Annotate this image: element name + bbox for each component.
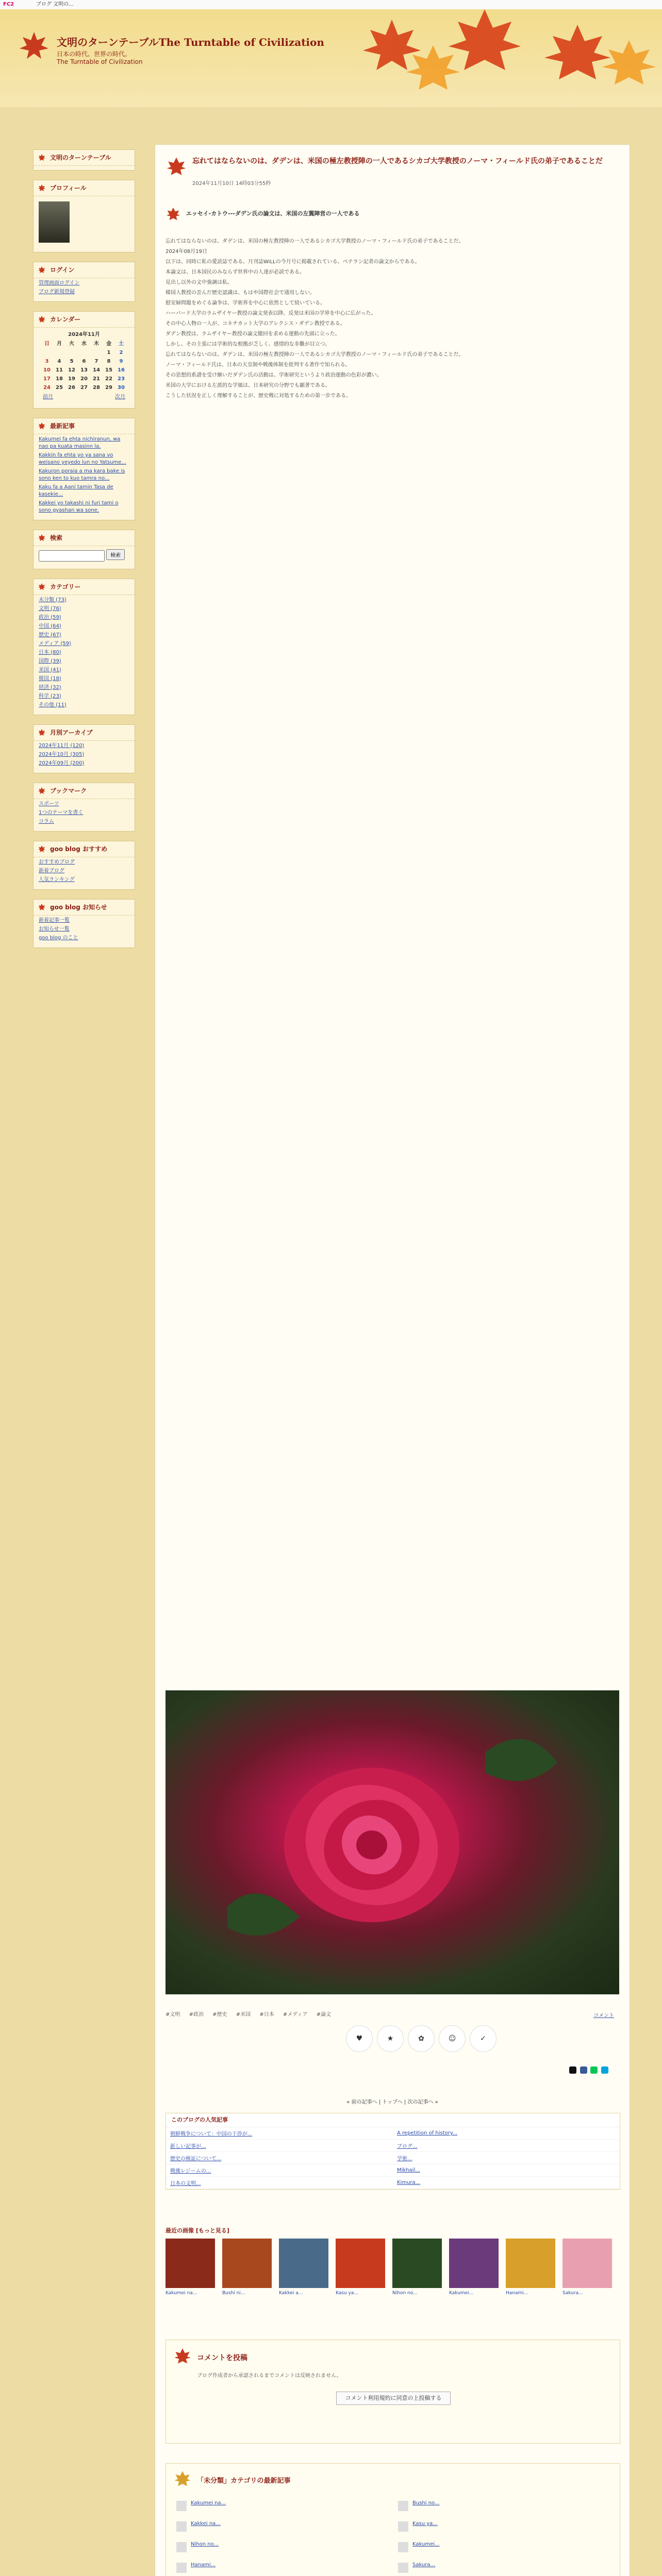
main-content: [155, 144, 630, 2576]
archive-link[interactable]: 2024年09月 (200): [39, 760, 85, 766]
related-post-link[interactable]: ブログ...: [393, 2140, 620, 2152]
related-post-link[interactable]: 日本の文明...: [166, 2177, 393, 2189]
tag-link[interactable]: #歴史: [212, 2012, 227, 2018]
post-tags: [166, 2010, 619, 2018]
hatena-share-icon[interactable]: [601, 2066, 608, 2074]
recent-image-card[interactable]: Kakumei na...: [166, 2239, 215, 2296]
line-share-icon[interactable]: [590, 2066, 598, 2074]
profile-box-title: プロフィール: [34, 180, 135, 196]
share-buttons: [568, 2066, 614, 2075]
category-link[interactable]: 政治 (59): [39, 614, 61, 620]
profile-box: [33, 180, 135, 252]
goo-recommend-link[interactable]: 人気ランキング: [39, 876, 75, 883]
goo-recommend-box: [33, 841, 135, 890]
category-link[interactable]: 文明 (76): [39, 605, 61, 612]
calendar-month: 2024年11月: [68, 332, 100, 337]
post-paragraph: 韓国人教授の歪んだ歴史認識は、もはや国際社会で通用しない。: [166, 290, 315, 296]
post-paragraph: その思想的系譜を受け継いだダデン氏の活動は、学術研究というより政治運動の色彩が濃い。: [166, 372, 382, 378]
maple-leaf-cluster-icon: [330, 9, 662, 107]
rose-flower-icon: [166, 1690, 619, 1994]
search-box: [33, 530, 135, 569]
recent-image-card[interactable]: Nihon no...: [392, 2239, 442, 2296]
goo-news-link[interactable]: お知らせ一覧: [39, 926, 70, 932]
post-date: 2024年11月10日 14時03分55秒: [192, 181, 271, 187]
maple-leaf-icon: [166, 207, 181, 222]
related-post-link[interactable]: A repetition of history...: [393, 2127, 620, 2140]
maple-leaf-icon: [38, 583, 46, 591]
comment-form: [166, 2340, 620, 2444]
recent-images: [166, 2226, 619, 2296]
recent-image-card[interactable]: Bushi ni...: [222, 2239, 272, 2296]
category-link[interactable]: 米国 (41): [39, 667, 61, 673]
calendar-prev-link[interactable]: 前月: [43, 394, 53, 400]
post-paragraph: 慰安婦問題をめぐる論争は、学術界を中心に依然として続いている。: [166, 300, 325, 306]
recent-post-link[interactable]: Kakumei fa ehta nichiranun, wa nao pa kuata masinn la.: [39, 436, 121, 449]
maple-leaf-icon: [38, 154, 46, 162]
post-paragraph: ノーマ・フィールド氏は、日本の天皇制や戦後体制を批判する著作で知られる。: [166, 362, 351, 368]
category-latest-title: 「未分類」カテゴリの最新記事: [197, 2477, 291, 2485]
categories-box: [33, 579, 135, 715]
bookmark-title: ブックマーク: [34, 783, 135, 799]
goo-news-link[interactable]: 新着記事一覧: [39, 917, 70, 923]
profile-avatar[interactable]: [39, 201, 70, 243]
related-posts: [166, 2113, 620, 2190]
search-box-title: 検索: [34, 530, 135, 546]
goo-news-title: goo blog お知らせ: [34, 900, 135, 916]
recent-image-card[interactable]: Kakkei a...: [279, 2239, 328, 2296]
recent-image-card[interactable]: Kakumei...: [449, 2239, 499, 2296]
x-share-icon[interactable]: [569, 2066, 576, 2074]
star-stamp-icon[interactable]: ★: [377, 2025, 404, 2052]
related-posts-title: このブログの人気記事: [166, 2113, 620, 2127]
category-link[interactable]: 国際 (39): [39, 658, 61, 664]
post-paragraph: ハーバード大学のラムザイヤー教授の論文発表以降、反発は米国の学界を中心に広がった。: [166, 311, 376, 316]
fc2-logo[interactable]: FC2: [3, 2, 14, 7]
login-box: [33, 262, 135, 302]
archive-link[interactable]: 2024年10月 (305): [39, 751, 85, 757]
rose-photo[interactable]: [166, 1690, 619, 1994]
tag-link[interactable]: #メディア: [283, 2012, 308, 2018]
bookmark-box: [33, 783, 135, 832]
bookmark-link[interactable]: スポーツ: [39, 801, 59, 807]
category-link[interactable]: その他 (11): [39, 702, 67, 708]
profile-heading: 文明のターンテーブル: [34, 150, 135, 166]
site-subtitle: 日本の時代、世界の時代。: [57, 50, 131, 58]
post-lead: エッセイ-カトウ---ダデン氏の論文は、米国の左翼陣営の一人である: [186, 210, 360, 217]
tag-link[interactable]: #米国: [236, 2012, 251, 2018]
maple-leaf-icon: [38, 184, 46, 192]
maple-leaf-icon: [38, 315, 46, 324]
maple-leaf-icon: [166, 156, 187, 178]
tag-link[interactable]: #論文: [316, 2012, 332, 2018]
post-paragraph: その中心人物の一人が、コネチカット大学のアレクシス・ダデン教授である。: [166, 321, 345, 327]
post-paragraph: 見出し以外の文中強調は私。: [166, 280, 233, 285]
post-paragraph: しかし、その主張には学術的な根拠が乏しく、感情的な非難が目立つ。: [166, 342, 330, 347]
flower-stamp-icon[interactable]: ✿: [408, 2025, 435, 2052]
comments-link[interactable]: コメント: [593, 2013, 614, 2019]
maple-leaf-icon: [19, 30, 49, 61]
maple-leaf-icon: [38, 728, 46, 737]
post-paragraph: 2024年08月19日: [166, 249, 207, 255]
related-post-link[interactable]: 朝鮮戦争について：中国の干渉が...: [166, 2127, 393, 2140]
reaction-stamps: [346, 2025, 501, 2061]
category-link[interactable]: 韓国 (18): [39, 675, 61, 682]
comment-submit-button[interactable]: コメント利用規約に同意の上投稿する: [336, 2392, 451, 2405]
goo-recommend-link[interactable]: 新着ブログ: [39, 868, 64, 874]
category-link[interactable]: 科学 (23): [39, 693, 61, 699]
related-post-link[interactable]: 新しい記事が...: [166, 2140, 393, 2152]
category-link[interactable]: 中国 (64): [39, 623, 61, 629]
recent-post-link[interactable]: Kakkei yo takashi ni furi tami o sono gyashan wa sone.: [39, 500, 119, 513]
post-paragraph: ダデン教授は、ラムザイヤー教授の論文撤回を求める運動の先頭に立った。: [166, 331, 340, 337]
category-link[interactable]: 経済 (32): [39, 684, 61, 690]
global-bar-text: ブログ 文明の...: [36, 2, 74, 7]
related-post-link[interactable]: 戦後レジームの...: [166, 2164, 393, 2177]
post-paragraph: 本論文は、日本国民のみならず世界中の人達が必読である。: [166, 269, 305, 275]
goo-news-box: [33, 899, 135, 948]
login-box-title: ログイン: [34, 262, 135, 278]
maple-leaf-icon: [38, 422, 46, 430]
related-post-link[interactable]: 歴史の検証について...: [166, 2152, 393, 2164]
archives-box: [33, 724, 135, 773]
heart-stamp-icon[interactable]: ♥: [346, 2025, 373, 2052]
profile-title-box: [33, 149, 135, 171]
recent-post-link[interactable]: Kaku fa a Aani tamin Tasa de kasekie...: [39, 484, 113, 497]
maple-leaf-icon: [173, 2470, 192, 2488]
post-paragraph: 忘れてはならないのは、ダデンは、米国の極左教授陣の一人であるシカゴ大学教授のノーマ・フィールド氏の弟子であることだ。: [166, 352, 464, 358]
archives-title: 月別アーカイブ: [34, 725, 135, 741]
global-bar: [0, 0, 662, 10]
tag-link[interactable]: #日本: [259, 2012, 274, 2018]
related-post-link[interactable]: 学術...: [393, 2152, 620, 2164]
category-link[interactable]: 日本 (80): [39, 649, 61, 655]
category-link[interactable]: 歴史 (67): [39, 632, 61, 638]
check-stamp-icon[interactable]: ✓: [470, 2025, 496, 2052]
recent-images-title[interactable]: 最近の画像 [もっと見る]: [166, 2227, 229, 2234]
calendar-box: [33, 311, 135, 409]
calendar-box-title: カレンダー: [34, 312, 135, 328]
maple-leaf-icon: [38, 787, 46, 795]
login-link-admin[interactable]: 管理画面ログイン: [39, 280, 80, 286]
login-link-signup[interactable]: ブログ新規登録: [39, 289, 75, 295]
related-post-link[interactable]: Mikhail...: [393, 2164, 620, 2177]
post-paragraph: こうした状況を正しく理解することが、歴史戦に対処するための第一歩である。: [166, 393, 351, 399]
goo-recommend-link[interactable]: おすすめブログ: [39, 859, 75, 865]
maple-leaf-icon: [38, 266, 46, 274]
category-latest-posts: 「未分類」カテゴリの最新記事 Kakumei na... Bushi no... Kakkei na... Kasu ya... Nihon no... Kakumei... Hanami... Sakura...: [166, 2463, 620, 2576]
comment-form-title: コメントを投稿: [197, 2354, 247, 2362]
categories-title: カテゴリー: [34, 579, 135, 595]
post-pagination[interactable]: « 前の記事へ | トップへ | 次の記事へ »: [346, 2099, 438, 2105]
site-header: [0, 9, 662, 107]
bookmark-link[interactable]: 1つのテーマを書く: [39, 809, 84, 816]
site-subtitle-en: The Turntable of Civilization: [57, 58, 143, 65]
maple-leaf-icon: [38, 903, 46, 911]
calendar-next-link[interactable]: 次月: [115, 394, 125, 400]
goo-news-link[interactable]: goo blog のこと: [39, 935, 78, 941]
search-input[interactable]: [39, 550, 105, 562]
facebook-share-icon[interactable]: [580, 2066, 587, 2074]
recent-post-link[interactable]: Kakkin fa ehta yo ya sana vo weisano yeyedo lun no Yatsume...: [39, 452, 126, 465]
maple-leaf-icon: [38, 845, 46, 853]
bookmark-link[interactable]: コラム: [39, 818, 54, 824]
related-post-link[interactable]: Kimura...: [393, 2177, 620, 2189]
recent-image-card[interactable]: Sakura...: [562, 2239, 612, 2296]
archive-link[interactable]: 2024年11月 (120): [39, 742, 85, 749]
calendar-table: 日 月 火 水 木 金 土 1 2 3 4 5 6 7 8 9 10 11 12 13 14 15 16 17 18 19 20 21 22 23 24 25 26 27 28 29 30: [43, 341, 125, 391]
smile-stamp-icon[interactable]: ☺: [439, 2025, 466, 2052]
post-paragraph: 忘れてはならないのは、ダデンは、米国の極左教授陣の一人であるシカゴ大学教授のノーマ・フィールド氏の弟子であることだ。: [166, 239, 464, 244]
sidebar: [33, 149, 135, 957]
recent-posts-title: 最新記事: [34, 418, 135, 434]
post-title[interactable]: 忘れてはならないのは、ダデンは、米国の極左教授陣の一人であるシカゴ大学教授のノーマ・フィールド氏の弟子であることだ: [192, 157, 603, 165]
post-paragraph: 米国の大学における左派的な学風は、日本研究の分野でも顕著である。: [166, 383, 330, 388]
goo-recommend-title: goo blog おすすめ: [34, 841, 135, 857]
recent-image-card[interactable]: Hanami...: [506, 2239, 555, 2296]
search-button[interactable]: 検索: [106, 549, 125, 560]
post-paragraph: 以下は、同時に私の愛読誌である、月刊誌WiLLの今月号に掲載されている、ベテラン記者の論文からである。: [166, 259, 420, 265]
recent-posts-box: [33, 418, 135, 520]
comment-form-note: ブログ作成者から承認されるまでコメントは反映されません。: [197, 2373, 342, 2379]
recent-image-card[interactable]: Kasu ya...: [336, 2239, 385, 2296]
tag-link[interactable]: #政治: [189, 2012, 204, 2018]
related-posts-table: [166, 2127, 620, 2189]
tag-link[interactable]: #文明: [166, 2012, 180, 2018]
site-title[interactable]: 文明のターンテーブルThe Turntable of Civilization: [57, 36, 324, 48]
recent-post-link[interactable]: Kakuron poraia a ma kara bake is sono ken to kuo tamra no...: [39, 468, 125, 481]
category-link[interactable]: 未分類 (73): [39, 597, 67, 603]
maple-leaf-icon: [38, 534, 46, 542]
category-link[interactable]: メディア (59): [39, 640, 71, 647]
maple-leaf-icon: [173, 2347, 192, 2366]
